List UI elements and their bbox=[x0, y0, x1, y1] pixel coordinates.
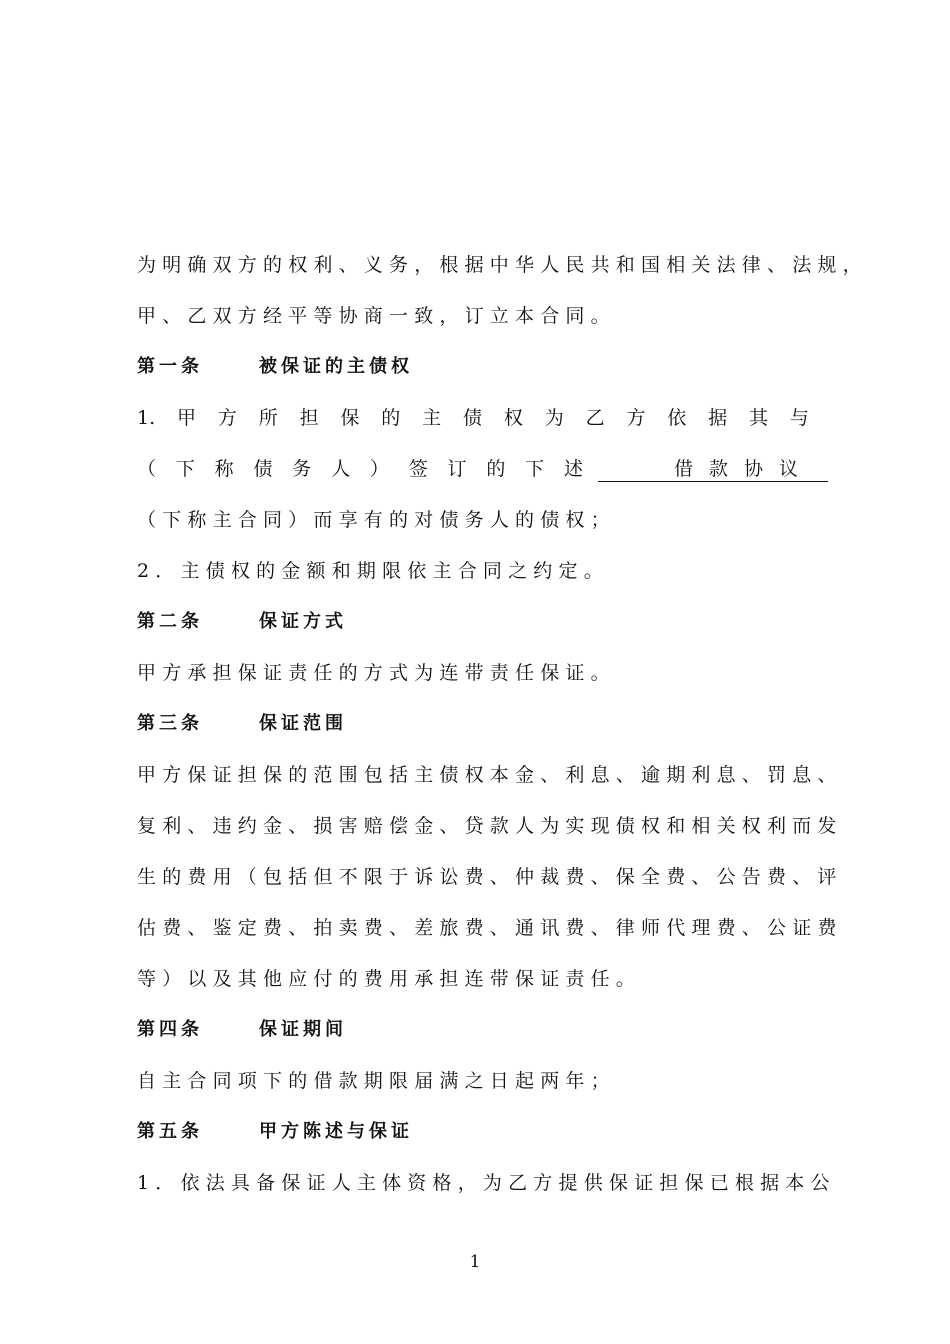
article-1-clause-1-line-3: （下称主合同）而享有的对债务人的债权； bbox=[137, 509, 616, 531]
spread-char: 主 bbox=[422, 407, 442, 429]
article-3-line-1: 甲方保证担保的范围包括主债权本金、利息、逾期利息、罚息、 bbox=[137, 764, 843, 786]
spread-char: 其 bbox=[749, 407, 769, 429]
spread-char: 订 bbox=[447, 458, 467, 480]
article-2-heading bbox=[137, 610, 347, 634]
spread-char: 的 bbox=[486, 458, 506, 480]
spread-char: 称 bbox=[214, 458, 234, 480]
article-5-number: 第五条 bbox=[137, 1121, 203, 1142]
spread-char: 甲 bbox=[176, 407, 196, 429]
article-1-clause-1-line-1 bbox=[137, 406, 809, 430]
article-3-title: 保证范围 bbox=[259, 713, 347, 734]
article-3-heading bbox=[137, 712, 347, 736]
spread-char: 所 bbox=[258, 407, 278, 429]
spread-char: 债 bbox=[463, 407, 483, 429]
spread-char: 务 bbox=[292, 458, 312, 480]
article-4-number: 第四条 bbox=[137, 1019, 203, 1040]
article-1-number: 第一条 bbox=[137, 356, 203, 377]
article-2-body: 甲方承担保证责任的方式为连带责任保证。 bbox=[137, 662, 616, 684]
spread-char: 担 bbox=[299, 407, 319, 429]
spread-char: 方 bbox=[626, 407, 646, 429]
article-5-clause-1: 1．依法具备保证人主体资格，为乙方提供保证担保已根据本公 bbox=[137, 1172, 836, 1194]
page-number: 1 bbox=[469, 1252, 481, 1272]
article-5-heading bbox=[137, 1120, 413, 1144]
spread-char: 的 bbox=[381, 407, 401, 429]
article-2-title: 保证方式 bbox=[259, 611, 347, 632]
article-3-number: 第三条 bbox=[137, 713, 203, 734]
article-1-clause-2: 2．主债权的金额和期限依主合同之约定。 bbox=[137, 560, 609, 582]
article-3-line-5: 等）以及其他应付的费用承担连带保证责任。 bbox=[137, 968, 642, 990]
spread-char: 签 bbox=[408, 458, 428, 480]
spread-char: 下 bbox=[175, 458, 195, 480]
article-5-title: 甲方陈述与保证 bbox=[259, 1121, 413, 1142]
article-4-heading bbox=[137, 1018, 347, 1042]
article-2-number: 第二条 bbox=[137, 611, 203, 632]
spread-char: 保 bbox=[340, 407, 360, 429]
spread-char: 与 bbox=[789, 407, 809, 429]
spread-char: 债 bbox=[253, 458, 273, 480]
spread-char: 方 bbox=[217, 407, 237, 429]
contract-name-blank: 借款协议 bbox=[598, 457, 828, 482]
article-1-heading bbox=[137, 355, 413, 379]
article-1-clause-1-line-2 bbox=[137, 457, 583, 481]
article-3-line-3: 生的费用（包括但不限于诉讼费、仲裁费、保全费、公告费、评 bbox=[137, 866, 843, 888]
article-4-title: 保证期间 bbox=[259, 1019, 347, 1040]
spread-char: 乙 bbox=[585, 407, 605, 429]
spread-char: 依 bbox=[667, 407, 687, 429]
spread-char: 据 bbox=[708, 407, 728, 429]
article-1-title: 被保证的主债权 bbox=[259, 356, 413, 377]
spread-char: 人 bbox=[331, 458, 351, 480]
spread-char: ） bbox=[369, 458, 389, 480]
spread-char: 1. bbox=[137, 407, 156, 429]
preamble-line-2: 甲、乙双方经平等协商一致，订立本合同。 bbox=[137, 305, 616, 327]
spread-char: （ bbox=[137, 458, 157, 480]
spread-char: 为 bbox=[544, 407, 564, 429]
spread-char: 述 bbox=[563, 458, 583, 480]
article-3-line-2: 复利、违约金、损害赔偿金、贷款人为实现债权和相关权利而发 bbox=[137, 815, 843, 837]
article-4-body: 自主合同项下的借款期限届满之日起两年； bbox=[137, 1070, 616, 1092]
spread-char: 下 bbox=[525, 458, 545, 480]
article-3-line-4: 估费、鉴定费、拍卖费、差旅费、通讯费、律师代理费、公证费 bbox=[137, 917, 843, 939]
spread-char: 权 bbox=[503, 407, 523, 429]
preamble-line-1: 为明确双方的权利、义务，根据中华人民共和国相关法律、法规， bbox=[137, 254, 868, 276]
